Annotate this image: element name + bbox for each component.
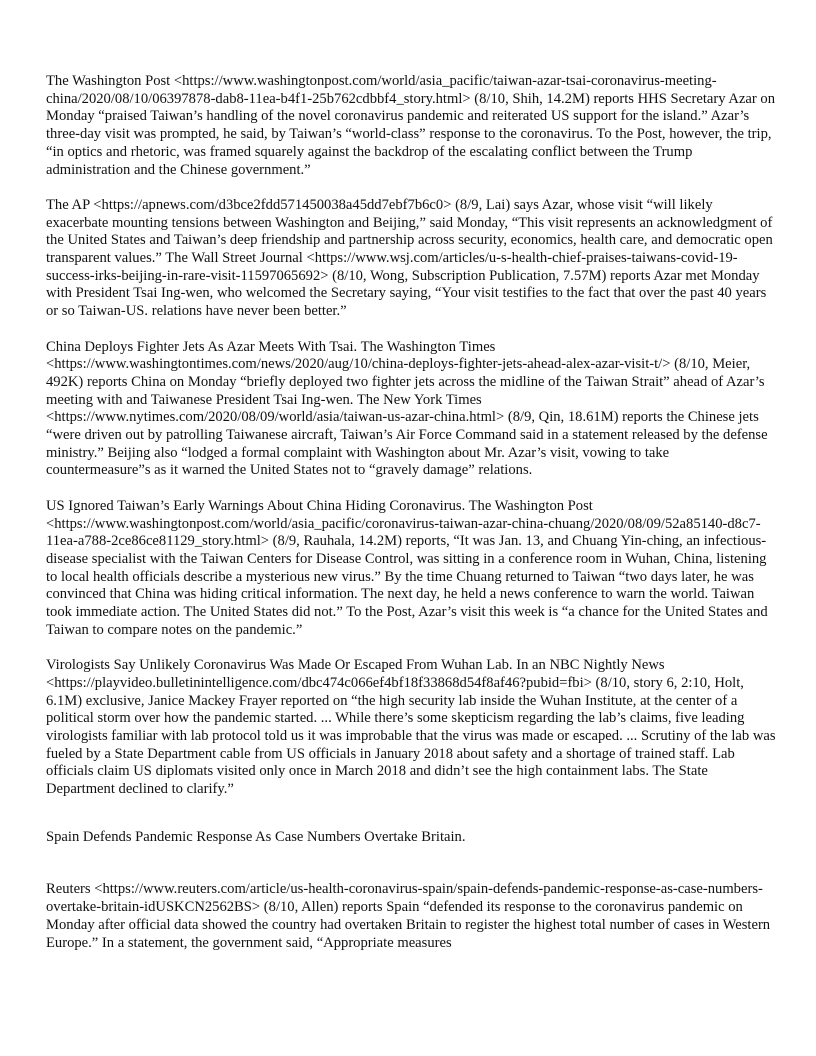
spacer [46, 799, 776, 829]
paragraph-china-fighter-jets: China Deploys Fighter Jets As Azar Meets With Tsai. The Washington Times <https://www.washingtontimes.com/news/2020/aug/10/china-deploys-fighter-jets-ahead-alex-azar-visit-t/> (8/10, Meier, 492K) reports China on Monday “briefly deployed two fighter jets across the midline of the Taiwan Strait” ahead of Azar’s meeting with and Taiwanese President Tsai Ing-wen. The New York Times <https://www.nytimes.com/2020/08/09/world/asia/taiwan-us-azar-china.html> (8/9, Qin, 18.61M) reports the Chinese jets “were driven out by patrolling Taiwanese aircraft, Taiwan’s Air Force Command said in a statement released by the defense ministry.” Beijing also “lodged a formal complaint with Washington about Mr. Azar’s visit, vowing to take countermeasure”s as it warned the United States not to “gravely damage” relations. [46, 338, 768, 479]
paragraph-taiwan-early-warnings: US Ignored Taiwan’s Early Warnings About China Hiding Coronavirus. The Washington Post <https://www.washingtonpost.com/world/asia_pacific/coronavirus-taiwan-azar-china-chuang/2020/08/09/52a85140-d8c7-11ea-a788-2ce86ce81129_story.html> (8/9, Rauhala, 14.2M) reports, “It was Jan. 13, and Chuang Yin-ching, an infectious-disease specialist with the Taiwan Centers for Disease Control, was sitting in a conference room in Wuhan, China, listening to local health officials describe a mysterious new virus.” By the time Chuang returned to Taiwan “two days later, he was convinced that China was hiding critical information. The next day, he held a news conference to warn the world. Taiwan took immediate action. The United States did not.” To the Post, Azar’s visit this week is “a chance for the United States and Taiwan to compare notes on the pandemic.” [46, 497, 768, 638]
paragraph-spain-reuters: Reuters <https://www.reuters.com/article/us-health-coronavirus-spain/spain-defends-pandemic-response-as-case-numbers-overtake-britain-idUSKCN2562BS> (8/10, Allen) reports Spain “defended its response to the coronavirus pandemic on Monday after official data showed the country had overtaken Britain to register the highest total number of cases in Western Europe.” In a statement, the government said, “Appropriate measures [46, 881, 771, 951]
spacer [46, 846, 776, 881]
paragraph-ap-wsj-report: The AP <https://apnews.com/d3bce2fdd571450038a45dd7ebf7b6c0> (8/9, Lai) says Azar, whose visit “will likely exacerbate mounting tensions between Washington and Beijing,” said Monday, “This visit represents an acknowledgment of the United States and Taiwan’s deep friendship and partnership across security, economics, health care, and democratic open transparent values.” The Wall Street Journal <https://www.wsj.com/articles/u-s-health-chief-praises-taiwans-covid-19-success-irks-beijing-in-rare-visit-11597065692> (8/10, Wong, Subscription Publication, 7.57M) reports Azar met Monday with President Tsai Ing-wen, who welcomed the Secretary saying, “Your visit testifies to the fact that over the past 40 years or so Taiwan-US. relations have never been better.” [46, 196, 773, 320]
document-page [46, 73, 776, 952]
section-heading-spain: Spain Defends Pandemic Response As Case Numbers Overtake Britain. [46, 828, 466, 845]
paragraph-wuhan-lab: Virologists Say Unlikely Coronavirus Was Made Or Escaped From Wuhan Lab. In an NBC Nightly News <https://playvideo.bulletinintelligence.com/dbc474c066ef4bf18f33868d54f8af46?pubid=fbi> (8/10, story 6, 2:10, Holt, 6.1M) exclusive, Janice Mackey Frayer reported on “the high security lab inside the Wuhan Institute, at the center of a political storm over how the pandemic started. ... While there’s some skepticism regarding the lab’s claims, five leading virologists familiar with lab protocol told us it was improbable that the virus was made or escaped. ... Scrutiny of the lab was fueled by a State Department cable from US officials in January 2018 about safety and a shortage of trained staff. Lab officials claim US diplomats visited only once in March 2018 and didn’t see the high containment labs. The State Department declined to clarify.” [46, 657, 776, 798]
paragraph-azar-taiwan-visit: The Washington Post <https://www.washingtonpost.com/world/asia_pacific/taiwan-azar-tsai-coronavirus-meeting-china/2020/08/10/06397878-dab8-11ea-b4f1-25b762cdbbf4_story.html> (8/10, Shih, 14.2M) reports HHS Secretary Azar on Monday “praised Taiwan’s handling of the novel coronavirus pandemic and reiterated US support for the island.” Azar’s three-day visit was prompted, he said, by Taiwan’s “world-class” response to the coronavirus. To the Post, however, the trip, “in optics and rhetoric, was framed squarely against the backdrop of the escalating conflict between the Trump administration and the Chinese government.” [46, 73, 776, 178]
